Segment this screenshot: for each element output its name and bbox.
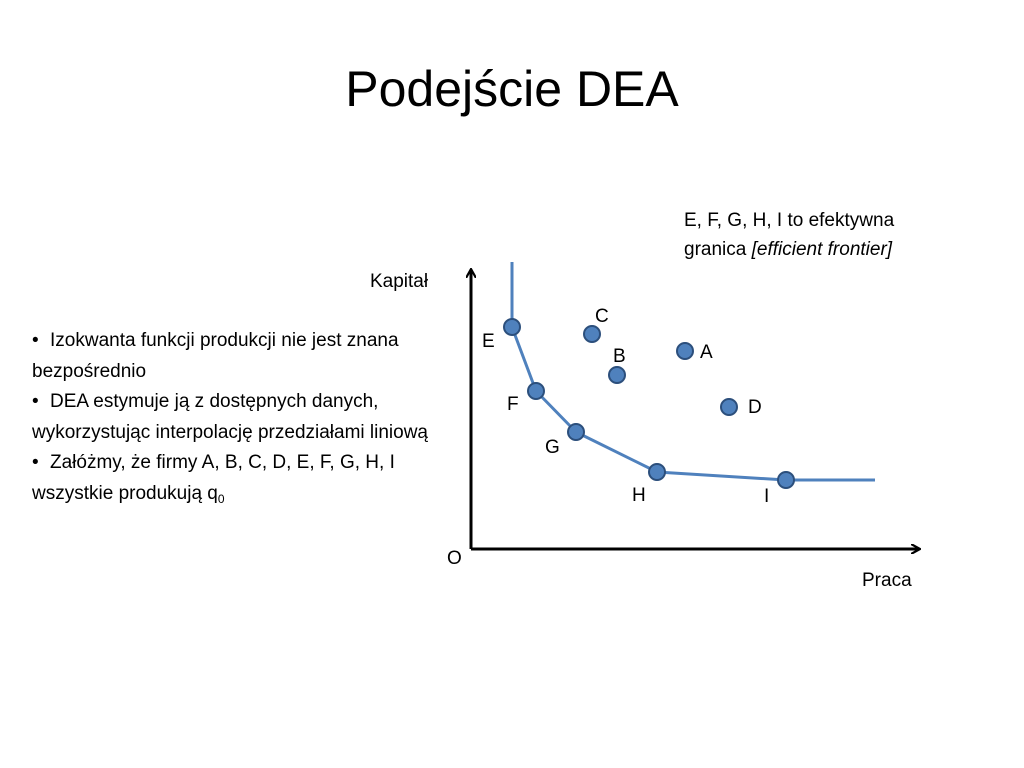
point-label-i: I <box>764 486 770 507</box>
point-c <box>584 326 600 342</box>
efficient-frontier-line <box>512 262 875 480</box>
origin-label: O <box>447 548 462 569</box>
point-b <box>609 367 625 383</box>
frontier-note-english: [efficient frontier] <box>751 239 893 260</box>
frontier-note-line1: E, F, G, H, I to efektywna <box>684 210 895 231</box>
slide-title: Podejście DEA <box>345 61 679 117</box>
point-e <box>504 319 520 335</box>
point-h <box>649 464 665 480</box>
point-label-c: C <box>595 306 609 327</box>
point-a <box>677 343 693 359</box>
frontier-note-prefix: granica <box>684 239 752 260</box>
point-f <box>528 383 544 399</box>
bullet-subscript: 0 <box>217 491 225 506</box>
bullet-marker: • <box>32 391 39 412</box>
x-axis-label: Praca <box>862 570 912 591</box>
bullet-text-3: Załóżmy, że firmy A, B, C, D, E, F, G, H, I wszystkie produkują q <box>32 452 395 504</box>
bullet-marker: • <box>32 330 39 351</box>
bullet-text-1: Izokwanta funkcji produkcji nie jest znana bezpośrednio <box>32 330 399 382</box>
point-label-b: B <box>613 346 626 367</box>
point-label-e: E <box>482 331 495 352</box>
point-g <box>568 424 584 440</box>
point-d <box>721 399 737 415</box>
y-axis-label: Kapitał <box>370 271 429 292</box>
point-label-a: A <box>700 342 713 363</box>
bullet-text-2: DEA estymuje ją z dostępnych danych, wykorzystując interpolację przedziałami liniową <box>32 391 428 443</box>
point-label-f: F <box>507 394 519 415</box>
point-i <box>778 472 794 488</box>
point-label-d: D <box>748 397 762 418</box>
point-label-h: H <box>632 485 646 506</box>
point-label-g: G <box>545 437 560 458</box>
bullet-marker: • <box>32 452 39 473</box>
